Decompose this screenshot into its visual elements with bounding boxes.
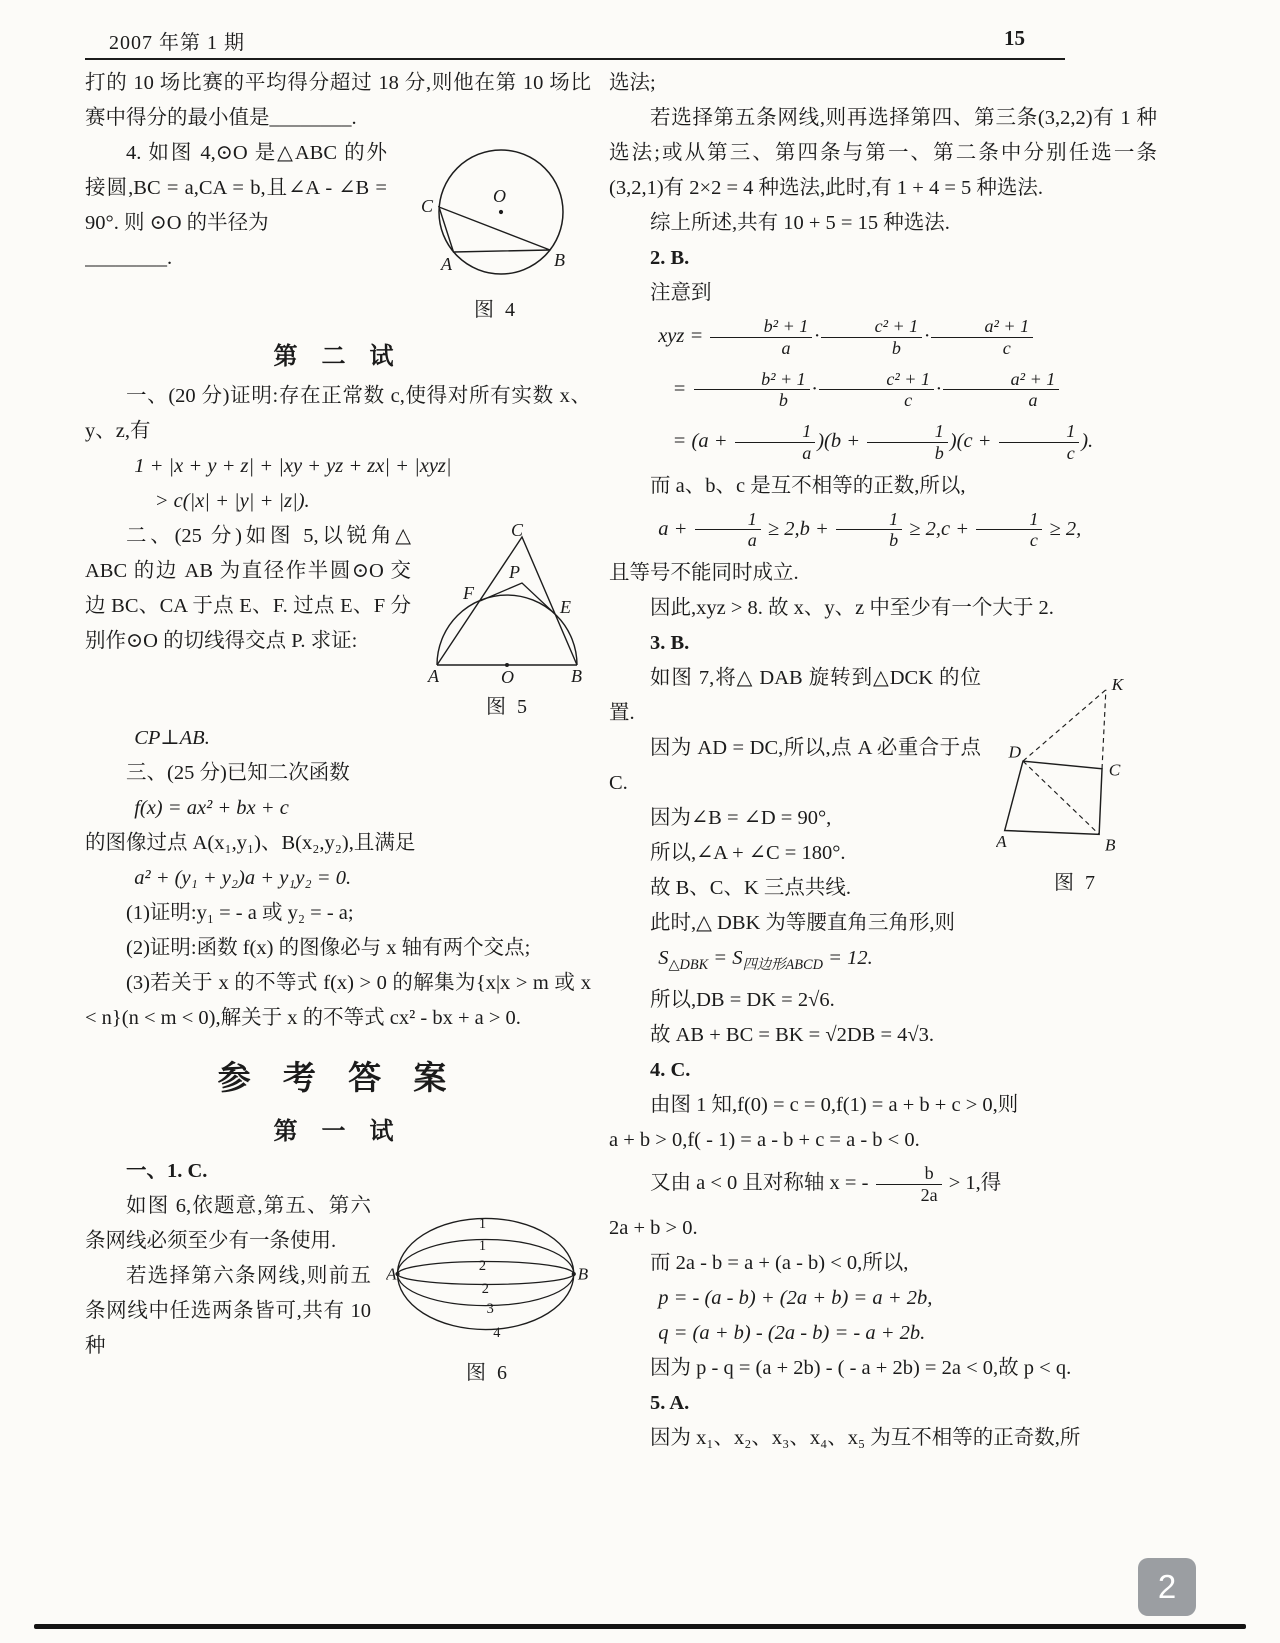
fig6-edge-label-5: 3 bbox=[486, 1301, 494, 1318]
math-line: $S_{\triangle DBK} = S_{四边形ABCD} = 12$. bbox=[658, 947, 873, 974]
answers-heading: 参 考 答 案 bbox=[217, 1061, 459, 1097]
paragraph: 选法; bbox=[609, 72, 656, 94]
figure-4-caption: 图 4 bbox=[474, 299, 518, 321]
fig6-edge-label-1: 1 bbox=[478, 1215, 486, 1232]
blank-line: ________. bbox=[85, 247, 173, 269]
fig5-drawing bbox=[427, 523, 589, 687]
fig6-edge-label-3: 2 bbox=[478, 1258, 486, 1275]
math-line: q = (a + b) - (2a - b) = - a + 2b. bbox=[658, 1321, 926, 1344]
fig6-node-b bbox=[571, 1272, 575, 1276]
paragraph: a + b > 0,f( - 1) = a - b + c = a - b < 0. bbox=[609, 1129, 920, 1152]
answer-label: 4. C. bbox=[650, 1059, 691, 1082]
fig5-triangle-sides bbox=[437, 537, 577, 665]
fig5-label-o: O bbox=[501, 667, 514, 687]
fig7-label-k: K bbox=[1111, 674, 1124, 694]
paragraph: 因为∠B = ∠D = 90°, bbox=[650, 807, 832, 829]
fig5-label-e: E bbox=[560, 597, 571, 617]
fig4-drawing bbox=[401, 140, 591, 290]
answer-label: 3. B. bbox=[650, 632, 690, 654]
math-line: f(x) = ax² + bx + c bbox=[134, 797, 289, 819]
fig6-edge-label-2: 1 bbox=[478, 1238, 486, 1255]
paragraph: 三、(25 分)已知二次函数 bbox=[126, 762, 350, 784]
paragraph: 若选择第五条网线,则再选择第四、第三条(3,2,2)有 1 种选法;或从第三、第四条与第一、第二条中分别任选一条(3,2,1)有 2×2 = 4 种选法,此时,有 1 + 4 = 5 种选法. bbox=[609, 107, 1157, 199]
fig6-drawing bbox=[386, 1193, 591, 1353]
paragraph: 由图 1 知,f(0) = c = 0,f(1) = a + b + c > 0,则 bbox=[650, 1094, 1019, 1117]
fig5-label-f: F bbox=[463, 583, 474, 603]
fig7-dashed-ck bbox=[1102, 690, 1106, 769]
figure-6 bbox=[385, 1193, 591, 1385]
fig7-label-c: C bbox=[1108, 760, 1121, 780]
answer-3-block bbox=[609, 661, 1157, 906]
fig4-label-b: B bbox=[554, 250, 565, 270]
paragraph: 且等号不能同时成立. bbox=[609, 562, 799, 584]
paragraph: (2)证明:函数 f(x) 的图像必与 x 轴有两个交点; bbox=[126, 937, 531, 959]
paragraph: 因此,xyz > 8. 故 x、y、z 中至少有一个大于 2. bbox=[650, 597, 1054, 619]
fig6-label-b: B bbox=[577, 1264, 588, 1284]
journal-issue: 2007 年第 1 期 bbox=[109, 32, 245, 54]
problem-4-block bbox=[85, 136, 591, 324]
section-heading-round1: 第 一 试 bbox=[273, 1119, 403, 1145]
paragraph: 而 a、b、c 是互不相等的正数,所以, bbox=[650, 474, 966, 497]
math-line: = $\frac{\text{b² + 1}}{b}$ · $\frac{\text{c² + 1}}{c}$ · $\frac{\text{a² + 1}}{a}$ bbox=[609, 364, 1157, 417]
fig4-center-dot bbox=[499, 210, 503, 214]
paragraph: 一、(20 分)证明:存在正常数 c,使得对所有实数 x、y、z,有 bbox=[85, 385, 591, 442]
paragraph: (3)若关于 x 的不等式 f(x) > 0 的解集为{x|x > m 或 x < n}(n < m < 0),解关于 x 的不等式 cx² - bx + a > 0. bbox=[85, 972, 591, 1029]
paragraph: (1)证明:y₁ = - a 或 y₂ = - a; bbox=[126, 902, 354, 924]
figure-7-caption: 图 7 bbox=[1054, 872, 1098, 894]
figure-5 bbox=[425, 523, 591, 719]
figure-6-caption: 图 6 bbox=[466, 1362, 510, 1384]
paragraph: 如图 7,将△ DAB 旋转到△DCK 的位置. bbox=[609, 667, 981, 724]
fig5-label-p: P bbox=[509, 562, 520, 582]
math-line: > c(|x| + |y| + |z|). bbox=[154, 490, 310, 512]
right-column bbox=[609, 66, 1157, 1456]
paragraph: 二、(25 分)如图 5,以锐角△ ABC 的边 AB 为直径作半圆⊙O 交边 BC、CA 于点 E、F. 过点 E、F 分别作⊙O 的切线得交点 P. 求证: bbox=[85, 525, 411, 652]
paragraph: 2a + b > 0. bbox=[609, 1216, 698, 1239]
fig6-edge-label-4: 2 bbox=[481, 1281, 489, 1298]
paragraph: 因为 x₁、x₂、x₃、x₄、x₅ 为互不相等的正奇数,所 bbox=[650, 1426, 1081, 1449]
fig5-label-a: A bbox=[428, 666, 439, 686]
fig6-label-a: A bbox=[385, 1264, 397, 1284]
figure-5-caption: 图 5 bbox=[486, 696, 530, 718]
paragraph: 而 2a - b = a + (a - b) < 0,所以, bbox=[650, 1251, 909, 1274]
paragraph: 此时,△ DBK 为等腰直角三角形,则 bbox=[650, 912, 956, 934]
two-column-content bbox=[85, 66, 1157, 1456]
paragraph: 因为 p - q = (a + 2b) - ( - a + 2b) = 2a < 0,故 p < q. bbox=[650, 1356, 1072, 1379]
fig4-triangle bbox=[439, 207, 550, 252]
paragraph: 故 AB + BC = BK = √2DB = 4√3. bbox=[650, 1024, 935, 1047]
paragraph: 注意到 bbox=[650, 282, 712, 304]
scan-bottom-edge bbox=[34, 1624, 1246, 1629]
paragraph: 因为 AD = DC,所以,点 A 必重合于点 C. bbox=[609, 737, 981, 794]
answer-label: 一、1. C. bbox=[126, 1160, 208, 1182]
fig4-label-a: A bbox=[441, 254, 452, 274]
fig7-dashed-dk bbox=[1023, 690, 1106, 761]
figure-7 bbox=[995, 665, 1157, 895]
left-column bbox=[85, 66, 591, 1456]
fig4-label-c: C bbox=[421, 196, 434, 216]
answer-label: 2. B. bbox=[650, 247, 690, 269]
page-indicator-badge[interactable]: 2 bbox=[1138, 1558, 1196, 1616]
fig5-label-b: B bbox=[571, 666, 582, 686]
fig5-semicircle bbox=[437, 595, 577, 665]
math-line: a + $\frac{1}{a}$ ≥ 2,b + $\frac{1}{b}$ ≥ 2,c + $\frac{1}{c}$ ≥ 2, bbox=[658, 508, 1082, 551]
math-line: a² + (y₁ + y₂)a + y₁y₂ = 0. bbox=[134, 867, 352, 889]
fig4-label-o: O bbox=[493, 186, 506, 206]
page-header bbox=[85, 26, 1065, 58]
header-rule bbox=[85, 58, 1065, 60]
paragraph: 又由 a < 0 且对称轴 x = - $\frac{b}{2a}$ > 1,得 bbox=[650, 1163, 1002, 1205]
section-heading-round2: 第 二 试 bbox=[273, 344, 403, 370]
problem-2-block bbox=[85, 519, 591, 721]
math-line: p = - (a - b) + (2a + b) = a + 2b, bbox=[658, 1286, 933, 1309]
fig7-label-a: A bbox=[996, 831, 1007, 851]
fig7-drawing bbox=[996, 665, 1156, 863]
page-number: 15 bbox=[1004, 26, 1025, 50]
paragraph: 4. 如图 4,⊙O 是△ABC 的外接圆,BC = a,CA = b,且∠A - ∠B = 90°. 则 ⊙O 的半径为 bbox=[85, 142, 387, 234]
figure-4 bbox=[401, 140, 591, 322]
answer-label: 5. A. bbox=[650, 1391, 690, 1414]
fig7-label-b: B bbox=[1104, 835, 1116, 855]
paragraph: 故 B、C、K 三点共线. bbox=[650, 877, 852, 899]
fig5-label-c: C bbox=[511, 523, 524, 540]
fig7-label-d: D bbox=[1008, 742, 1022, 762]
math-line: 1 + |x + y + z| + |xy + yz + zx| + |xyz| bbox=[134, 455, 452, 477]
paragraph: 综上所述,共有 10 + 5 = 15 种选法. bbox=[650, 212, 950, 234]
answer-1-block bbox=[85, 1189, 591, 1387]
math-line: CP⊥AB. bbox=[134, 727, 210, 749]
paragraph: 所以,∠A + ∠C = 180°. bbox=[650, 842, 846, 864]
paragraph: 如图 6,依题意,第五、第六条网线必须至少有一条使用. bbox=[85, 1195, 371, 1252]
paragraph: 所以,DB = DK = 2√6. bbox=[650, 989, 835, 1012]
paragraph: 的图像过点 A(x₁,y₁)、B(x₂,y₂),且满足 bbox=[85, 832, 416, 854]
fig6-edge-label-6: 4 bbox=[492, 1325, 500, 1342]
paragraph: 打的 10 场比赛的平均得分超过 18 分,则他在第 10 场比赛中得分的最小值是________. bbox=[85, 72, 591, 129]
math-line: = (a + $\frac{1}{a}$ )(b + $\frac{1}{b}$ )(c + $\frac{1}{c}$ ). bbox=[672, 421, 1094, 463]
math-line: xyz = $\frac{\text{b² + 1}}{a}$ · $\frac{\text{c² + 1}}{b}$ · $\frac{\text{a² + 1}}{c}$ bbox=[609, 311, 1157, 364]
paragraph: 若选择第六条网线,则前五条网线中任选两条皆可,共有 10 种 bbox=[85, 1265, 371, 1357]
fig7-dashed-db bbox=[1023, 761, 1099, 834]
